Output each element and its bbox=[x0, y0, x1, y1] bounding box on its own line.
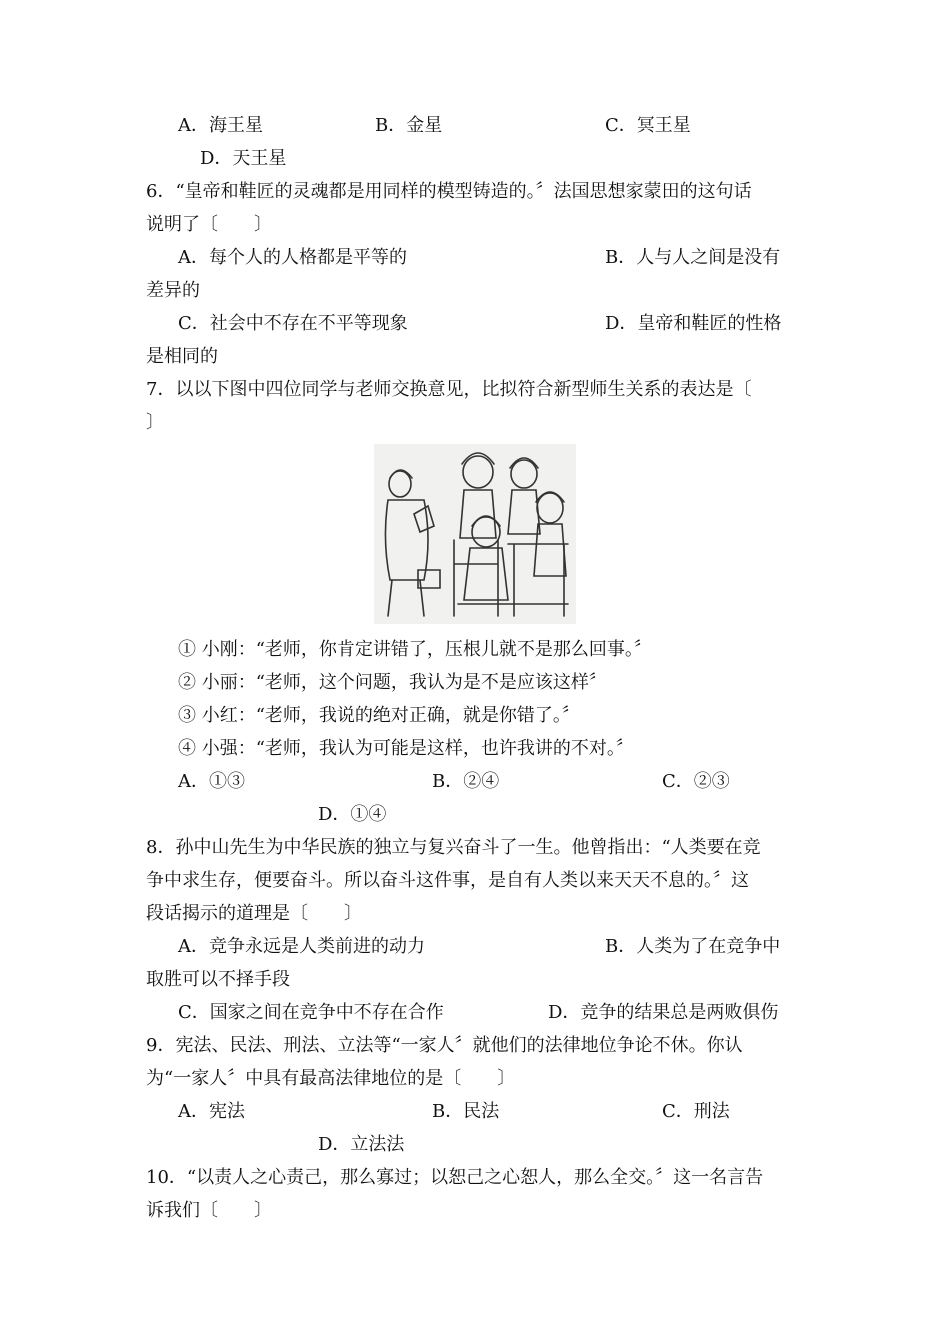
q9-option-d: D．立法法 bbox=[318, 1134, 405, 1155]
q8-stem-line3: 段话揭示的道理是〔 〕 bbox=[146, 903, 362, 924]
q8-option-a: A．竞争永远是人类前进的动力 bbox=[178, 936, 425, 957]
q7-option-c: C．②③ bbox=[662, 771, 730, 792]
q8-stem-line1: 8．孙中山先生为中华民族的独立与复兴奋斗了一生。他曾指出：“人类要在竞 bbox=[146, 837, 761, 858]
q9-option-b: B．民法 bbox=[432, 1101, 500, 1122]
q6-option-b: B．人与人之间是没有 bbox=[605, 247, 781, 268]
q6-option-d-cont: 是相同的 bbox=[146, 346, 218, 367]
q8-option-b-cont: 取胜可以不择手段 bbox=[146, 969, 290, 990]
q5-option-d: D．天王星 bbox=[200, 148, 287, 169]
teacher-students-sketch bbox=[374, 444, 576, 624]
q7-option-b: B．②④ bbox=[432, 771, 500, 792]
q7-option-a: A．①③ bbox=[178, 771, 245, 792]
q6-option-c: C．社会中不存在不平等现象 bbox=[178, 313, 408, 334]
q7-stem-line2: 〕 bbox=[146, 412, 164, 433]
sketch-illustration bbox=[374, 444, 576, 624]
q7-quote-4: ④ 小强：“老师，我认为可能是这样，也许我讲的不对。〞 bbox=[178, 738, 634, 759]
q7-stem-line1: 7．以以下图中四位同学与老师交换意见，比拟符合新型师生关系的表达是〔 bbox=[146, 379, 752, 400]
q8-option-c: C．国家之间在竞争中不存在合作 bbox=[178, 1002, 444, 1023]
q6-option-a: A．每个人的人格都是平等的 bbox=[178, 247, 407, 268]
q9-option-a: A．宪法 bbox=[178, 1101, 245, 1122]
q5-option-a: A．海王星 bbox=[178, 115, 263, 136]
q5-option-c: C．冥王星 bbox=[605, 115, 691, 136]
q6-option-b-cont: 差异的 bbox=[146, 280, 200, 301]
q9-stem-line2: 为“一家人〞中具有最高法律地位的是〔 〕 bbox=[146, 1068, 516, 1089]
q9-option-c: C．刑法 bbox=[662, 1101, 730, 1122]
q7-quote-1: ① 小刚：“老师，你肯定讲错了，压根儿就不是那么回事。〞 bbox=[178, 639, 652, 660]
q7-quote-2: ② 小丽：“老师，这个问题，我认为是不是应该这样〞 bbox=[178, 672, 607, 693]
q10-stem-line2: 诉我们〔 〕 bbox=[146, 1200, 272, 1221]
q7-option-d: D．①④ bbox=[318, 804, 387, 825]
q9-stem-line1: 9．宪法、民法、刑法、立法等“一家人〞就他们的法律地位争论不休。你认 bbox=[146, 1035, 743, 1056]
q7-quote-3: ③ 小红：“老师，我说的绝对正确，就是你错了。〞 bbox=[178, 705, 580, 726]
q8-option-b: B．人类为了在竞争中 bbox=[605, 936, 781, 957]
q5-option-b: B．金星 bbox=[375, 115, 443, 136]
q10-stem-line1: 10．“以责人之心责己，那么寡过；以恕己之心恕人，那么全交。〞这一名言告 bbox=[146, 1167, 764, 1188]
q8-stem-line2: 争中求生存，便要奋斗。所以奋斗这件事，是自有人类以来天天不息的。〞这 bbox=[146, 870, 749, 891]
q6-stem-line1: 6．“皇帝和鞋匠的灵魂都是用同样的模型铸造的。〞法国思想家蒙田的这句话 bbox=[146, 181, 752, 202]
q6-option-d: D．皇帝和鞋匠的性格 bbox=[605, 313, 782, 334]
q8-option-d: D．竞争的结果总是两败俱伤 bbox=[548, 1002, 779, 1023]
q6-stem-line2: 说明了〔 〕 bbox=[146, 214, 272, 235]
